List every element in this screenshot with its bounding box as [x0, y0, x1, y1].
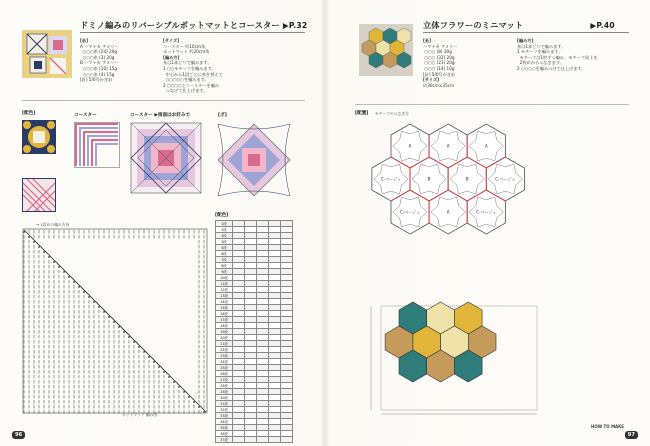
table-cell: 9段: [216, 269, 233, 275]
table-cell: 15段: [216, 305, 233, 311]
left-size-header: [サイズ]: [163, 38, 180, 43]
hexagon-label: B: [427, 176, 431, 182]
table-cell: 22段: [216, 347, 233, 353]
table-cell: 14段: [216, 299, 233, 305]
stitch-chart: [22, 228, 208, 418]
table-cell: 5段: [216, 245, 233, 251]
table-cell: 7段: [216, 257, 233, 263]
stitch-dot: [193, 401, 195, 403]
hexagon-label: B: [465, 176, 469, 182]
left-materials: [80, 38, 119, 83]
stitch-dot: [133, 341, 135, 343]
left-photo: [22, 30, 72, 78]
left-method-text: 糸は1本どりで編みます。 1 ○○モチーフを編みます。 中心から1段ごとに糸を替えて ○○○○○を編みます。 2 ○○○○とコースターを編み つなげて仕上げます。: [163, 60, 223, 94]
hexagon-label: C-ベージュ: [380, 176, 402, 182]
coaster-diagram: [74, 122, 120, 172]
hexagon-label: A: [408, 143, 412, 149]
table-cell: 26段: [216, 371, 233, 377]
left-page-ref: ▶P.32: [282, 21, 308, 30]
right-section-rule: [355, 104, 629, 105]
table-cell: 16段: [216, 311, 233, 317]
hexagon-label: C-ベージュ: [400, 209, 421, 215]
hexagon-label: C-ベージュ: [476, 209, 497, 215]
stitch-dot: [158, 366, 160, 368]
stitch-dot: [113, 321, 115, 323]
stitch-dot: [168, 376, 170, 378]
stitch-dot: [143, 351, 145, 353]
stitch-dot: [183, 391, 185, 393]
table-cell: [245, 437, 257, 443]
table-cell: 11段: [216, 281, 233, 287]
stitch-dot: [93, 301, 95, 303]
right-method-header: [編み方]: [517, 38, 534, 43]
left-section-rule: [22, 100, 305, 101]
table-cell: 33段: [216, 413, 233, 419]
table-cell: 23段: [216, 353, 233, 359]
table-cell: 27段: [216, 377, 233, 383]
right-size-text: 約30cm×35cm: [423, 82, 455, 88]
diagonal-line: [24, 230, 206, 412]
table-header-label: [配色]: [215, 213, 229, 218]
stitch-dot: [123, 331, 125, 333]
brand-label: HOW TO MAKE: [591, 424, 624, 429]
left-page-number: 96: [12, 431, 25, 439]
coaster-b-label: コースター ▶両面はお好みで: [130, 113, 191, 118]
left-title-rule: [80, 32, 305, 33]
table-cell: 19段: [216, 329, 233, 335]
stitch-dot: [148, 356, 150, 358]
left-method-header: [編み方]: [163, 54, 180, 60]
left-materials-text: A ハマナカ アメリー ○○○糸 (24) 20g ○○○糸 (3) 20g B ハマナカ アメリー ○○○糸 (10) 15g ○○○糸 (4) 15g [針] 5/0号かぎ針: [80, 43, 119, 83]
stitch-dot: [38, 246, 40, 248]
pot-mat-rotated-diagram: [216, 122, 292, 202]
stitch-dot: [73, 281, 75, 283]
stitch-dot: [128, 336, 130, 338]
stitch-dot: [188, 396, 190, 398]
left-title-text: ドミノ編みのリバーシブルポットマットとコースター: [80, 20, 280, 30]
left-size-text: コースター 約10cm角 ポットマット 約20cm角: [163, 43, 210, 55]
table-cell: 34段: [216, 419, 233, 425]
left-method: [163, 38, 223, 94]
layout-diagram-caption: モチーフのつなぎ方: [375, 111, 409, 116]
table-cell: 6段: [216, 251, 233, 257]
sample-navy-motif: [22, 120, 56, 158]
table-cell: 13段: [216, 293, 233, 299]
stitch-dot: [88, 296, 90, 298]
table-cell: 35段: [216, 425, 233, 431]
stitch-dot: [203, 411, 205, 413]
pot-label: [ポ]: [218, 113, 227, 118]
table-cell: 36段: [216, 431, 233, 437]
stitch-dot: [118, 326, 120, 328]
stitch-dot: [28, 236, 30, 238]
table-cell: 29段: [216, 389, 233, 395]
right-page: [325, 0, 650, 446]
stitch-dot: [63, 271, 65, 273]
stitch-dot: [48, 256, 50, 258]
table-cell: 28段: [216, 383, 233, 389]
table-cell: [281, 437, 293, 443]
stitch-dot: [68, 276, 70, 278]
stitch-dot: [23, 231, 25, 233]
table-cell: 1段: [216, 221, 233, 227]
right-title: [423, 20, 615, 31]
hexagon-label: A: [446, 209, 450, 215]
left-materials-header: [糸]: [80, 38, 89, 43]
hexagon-label: A: [446, 143, 450, 149]
stitch-dot: [163, 371, 165, 373]
right-page-number: 97: [625, 431, 638, 439]
stitch-dot: [78, 286, 80, 288]
color-count-table: [215, 220, 293, 443]
chart-legend: → 1段めの編み方向: [36, 222, 70, 227]
hexagon-layout-diagram: [351, 116, 621, 300]
stitch-dot: [33, 241, 35, 243]
stitch-dot: [98, 306, 100, 308]
color-scheme-label: [配色]: [22, 111, 36, 116]
coaster-label: コースター: [74, 113, 97, 118]
right-materials-text: ハマナカ アメリー ○○○ (8) 30g ○○○ (31) 20g ○○○ (21) 20g ○○○ (14) 10g [針] 5/0号かぎ針: [423, 43, 458, 77]
right-size-header: [サイズ]: [423, 77, 440, 83]
table-cell: 32段: [216, 407, 233, 413]
table-cell: 3段: [216, 233, 233, 239]
table-cell: 4段: [216, 239, 233, 245]
table-cell: 21段: [216, 341, 233, 347]
table-cell: 17段: [216, 317, 233, 323]
table-cell: 2段: [216, 227, 233, 233]
hexagon-label: C-ベージュ: [495, 176, 516, 182]
stitch-dot: [83, 291, 85, 293]
stitch-dot: [43, 251, 45, 253]
right-photo: [359, 24, 413, 76]
table-cell: 25段: [216, 365, 233, 371]
table-row: [216, 437, 293, 443]
stitch-dot: [138, 346, 140, 348]
left-title: [80, 20, 307, 31]
right-title-rule: [423, 32, 629, 33]
table-cell: [233, 437, 245, 443]
table-cell: [257, 437, 269, 443]
chart-bottom-note: ポットマット 編み図: [122, 412, 158, 417]
right-method: [517, 38, 598, 72]
hexagon-label: A: [484, 143, 488, 149]
stitch-dot: [173, 381, 175, 383]
stitch-dot: [108, 316, 110, 318]
table-cell: 30段: [216, 395, 233, 401]
stitch-dot: [53, 261, 55, 263]
table-cell: 37段: [216, 437, 233, 443]
stitch-dot: [178, 386, 180, 388]
table-cell: [269, 437, 281, 443]
table-cell: 10段: [216, 275, 233, 281]
table-cell: 8段: [216, 263, 233, 269]
stitch-dot: [103, 311, 105, 313]
pot-mat-diagram: [130, 122, 202, 198]
right-method-text: 糸は1本どりで編みます。 1 モチーフを編みます。 モチーフは1枚ずつ編み、モチーフ同士を 2枚めからつなぎます。 2 ○○○○を編みつけて仕上げます。: [517, 43, 598, 71]
right-materials: [423, 38, 458, 88]
table-cell: 12段: [216, 287, 233, 293]
hexagon-color-chart: [361, 300, 551, 422]
table-cell: 31段: [216, 401, 233, 407]
layout-diagram-label: [配置]: [355, 111, 369, 116]
table-cell: 20段: [216, 335, 233, 341]
stitch-dot: [153, 361, 155, 363]
right-materials-header: [糸]: [423, 38, 432, 43]
table-cell: 18段: [216, 323, 233, 329]
right-page-ref: ▶P.40: [590, 21, 615, 30]
right-title-text: 立体フラワーのミニマット: [423, 20, 524, 30]
table-cell: 24段: [216, 359, 233, 365]
stitch-dot: [58, 266, 60, 268]
stitch-dot: [198, 406, 200, 408]
sample-pink-stripe: [22, 178, 56, 216]
